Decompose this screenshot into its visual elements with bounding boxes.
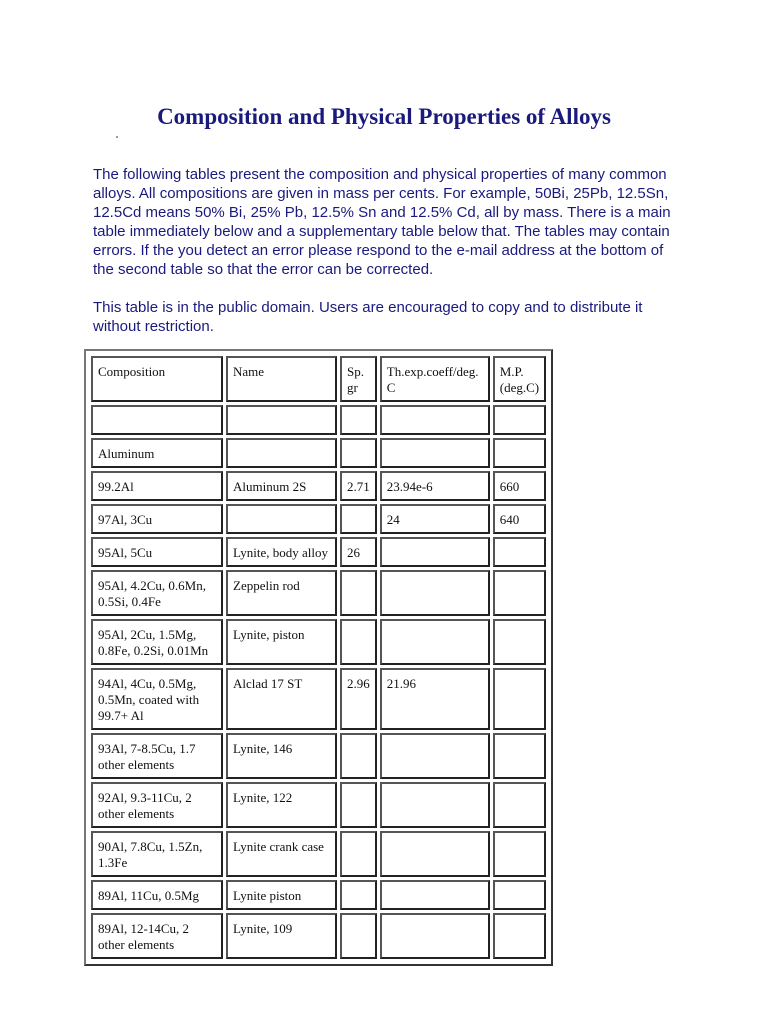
thermal-expansion-cell: 23.94e-6 xyxy=(380,471,490,501)
thermal-expansion-cell xyxy=(380,537,490,567)
table-row xyxy=(91,471,546,501)
specific-gravity-cell xyxy=(340,782,377,828)
table-row xyxy=(91,570,546,616)
header-composition: Composition xyxy=(91,356,223,402)
composition-cell: 92Al, 9.3-11Cu, 2 other elements xyxy=(91,782,223,828)
header-melting-point: M.P. (deg.C) xyxy=(493,356,546,402)
composition-cell: Aluminum xyxy=(91,438,223,468)
specific-gravity-cell xyxy=(340,733,377,779)
table-row xyxy=(91,405,546,435)
composition-cell: 95Al, 5Cu xyxy=(91,537,223,567)
specific-gravity-cell xyxy=(340,619,377,665)
name-cell: Alclad 17 ST xyxy=(226,668,337,730)
bullet-dot xyxy=(116,136,118,138)
table-row xyxy=(91,782,546,828)
specific-gravity-cell xyxy=(340,504,377,534)
name-cell xyxy=(226,405,337,435)
header-thermal-expansion: Th.exp.coeff/deg. C xyxy=(380,356,490,402)
specific-gravity-cell xyxy=(340,913,377,959)
specific-gravity-cell: 26 xyxy=(340,537,377,567)
specific-gravity-cell: 2.71 xyxy=(340,471,377,501)
name-cell: Lynite crank case xyxy=(226,831,337,877)
thermal-expansion-cell xyxy=(380,913,490,959)
melting-point-cell xyxy=(493,537,546,567)
table-row xyxy=(91,880,546,910)
melting-point-cell xyxy=(493,438,546,468)
melting-point-cell xyxy=(493,570,546,616)
thermal-expansion-cell xyxy=(380,880,490,910)
table-row xyxy=(91,668,546,730)
name-cell: Lynite, body alloy xyxy=(226,537,337,567)
name-cell: Lynite, 109 xyxy=(226,913,337,959)
composition-cell: 89Al, 12-14Cu, 2 other elements xyxy=(91,913,223,959)
melting-point-cell xyxy=(493,913,546,959)
header-row xyxy=(91,356,546,402)
table-row xyxy=(91,831,546,877)
melting-point-cell xyxy=(493,831,546,877)
table-row xyxy=(91,619,546,665)
thermal-expansion-cell xyxy=(380,405,490,435)
specific-gravity-cell xyxy=(340,880,377,910)
table-row xyxy=(91,438,546,468)
table-row xyxy=(91,913,546,959)
specific-gravity-cell xyxy=(340,405,377,435)
alloy-table-frame xyxy=(84,349,553,966)
specific-gravity-cell xyxy=(340,438,377,468)
composition-cell: 94Al, 4Cu, 0.5Mg, 0.5Mn, coated with 99.7+ Al xyxy=(91,668,223,730)
melting-point-cell xyxy=(493,782,546,828)
composition-cell xyxy=(91,405,223,435)
header-specific-gravity: Sp. gr xyxy=(340,356,377,402)
page-title: Composition and Physical Properties of Alloys xyxy=(157,104,611,129)
specific-gravity-cell xyxy=(340,570,377,616)
melting-point-cell xyxy=(493,405,546,435)
alloy-table-body xyxy=(91,356,546,959)
thermal-expansion-cell xyxy=(380,831,490,877)
composition-cell: 89Al, 11Cu, 0.5Mg xyxy=(91,880,223,910)
melting-point-cell: 640 xyxy=(493,504,546,534)
name-cell: Lynite, 122 xyxy=(226,782,337,828)
thermal-expansion-cell xyxy=(380,782,490,828)
melting-point-cell xyxy=(493,668,546,730)
specific-gravity-cell: 2.96 xyxy=(340,668,377,730)
table-row xyxy=(91,733,546,779)
alloy-table xyxy=(88,353,549,962)
thermal-expansion-cell xyxy=(380,438,490,468)
table-row xyxy=(91,537,546,567)
public-domain-paragraph: This table is in the public domain. Users are encouraged to copy and to distribute it without restriction. xyxy=(93,299,643,335)
name-cell xyxy=(226,504,337,534)
intro-paragraph: The following tables present the composition and physical properties of many common alloys. All compositions are given in mass per cents. For example, 50Bi, 25Pb, 12.5Sn, 12.5Cd means 50% Bi, 25% Pb, 12.5% Sn and 12.5% Cd, all by mass. There is a main table immediately below and a supplementary table below that. The tables may contain errors. If the you detect an error please respond to the e-mail address at the bottom of the second table so that the error can be corrected. xyxy=(93,166,671,278)
header-name: Name xyxy=(226,356,337,402)
melting-point-cell: 660 xyxy=(493,471,546,501)
name-cell: Lynite, 146 xyxy=(226,733,337,779)
name-cell: Lynite piston xyxy=(226,880,337,910)
name-cell xyxy=(226,438,337,468)
composition-cell: 95Al, 4.2Cu, 0.6Mn, 0.5Si, 0.4Fe xyxy=(91,570,223,616)
name-cell: Aluminum 2S xyxy=(226,471,337,501)
thermal-expansion-cell xyxy=(380,733,490,779)
thermal-expansion-cell xyxy=(380,619,490,665)
composition-cell: 95Al, 2Cu, 1.5Mg, 0.8Fe, 0.2Si, 0.01Mn xyxy=(91,619,223,665)
name-cell: Lynite, piston xyxy=(226,619,337,665)
table-row xyxy=(91,504,546,534)
melting-point-cell xyxy=(493,733,546,779)
composition-cell: 93Al, 7-8.5Cu, 1.7 other elements xyxy=(91,733,223,779)
thermal-expansion-cell xyxy=(380,570,490,616)
composition-cell: 99.2Al xyxy=(91,471,223,501)
name-cell: Zeppelin rod xyxy=(226,570,337,616)
melting-point-cell xyxy=(493,880,546,910)
melting-point-cell xyxy=(493,619,546,665)
specific-gravity-cell xyxy=(340,831,377,877)
composition-cell: 90Al, 7.8Cu, 1.5Zn, 1.3Fe xyxy=(91,831,223,877)
thermal-expansion-cell: 24 xyxy=(380,504,490,534)
composition-cell: 97Al, 3Cu xyxy=(91,504,223,534)
thermal-expansion-cell: 21.96 xyxy=(380,668,490,730)
